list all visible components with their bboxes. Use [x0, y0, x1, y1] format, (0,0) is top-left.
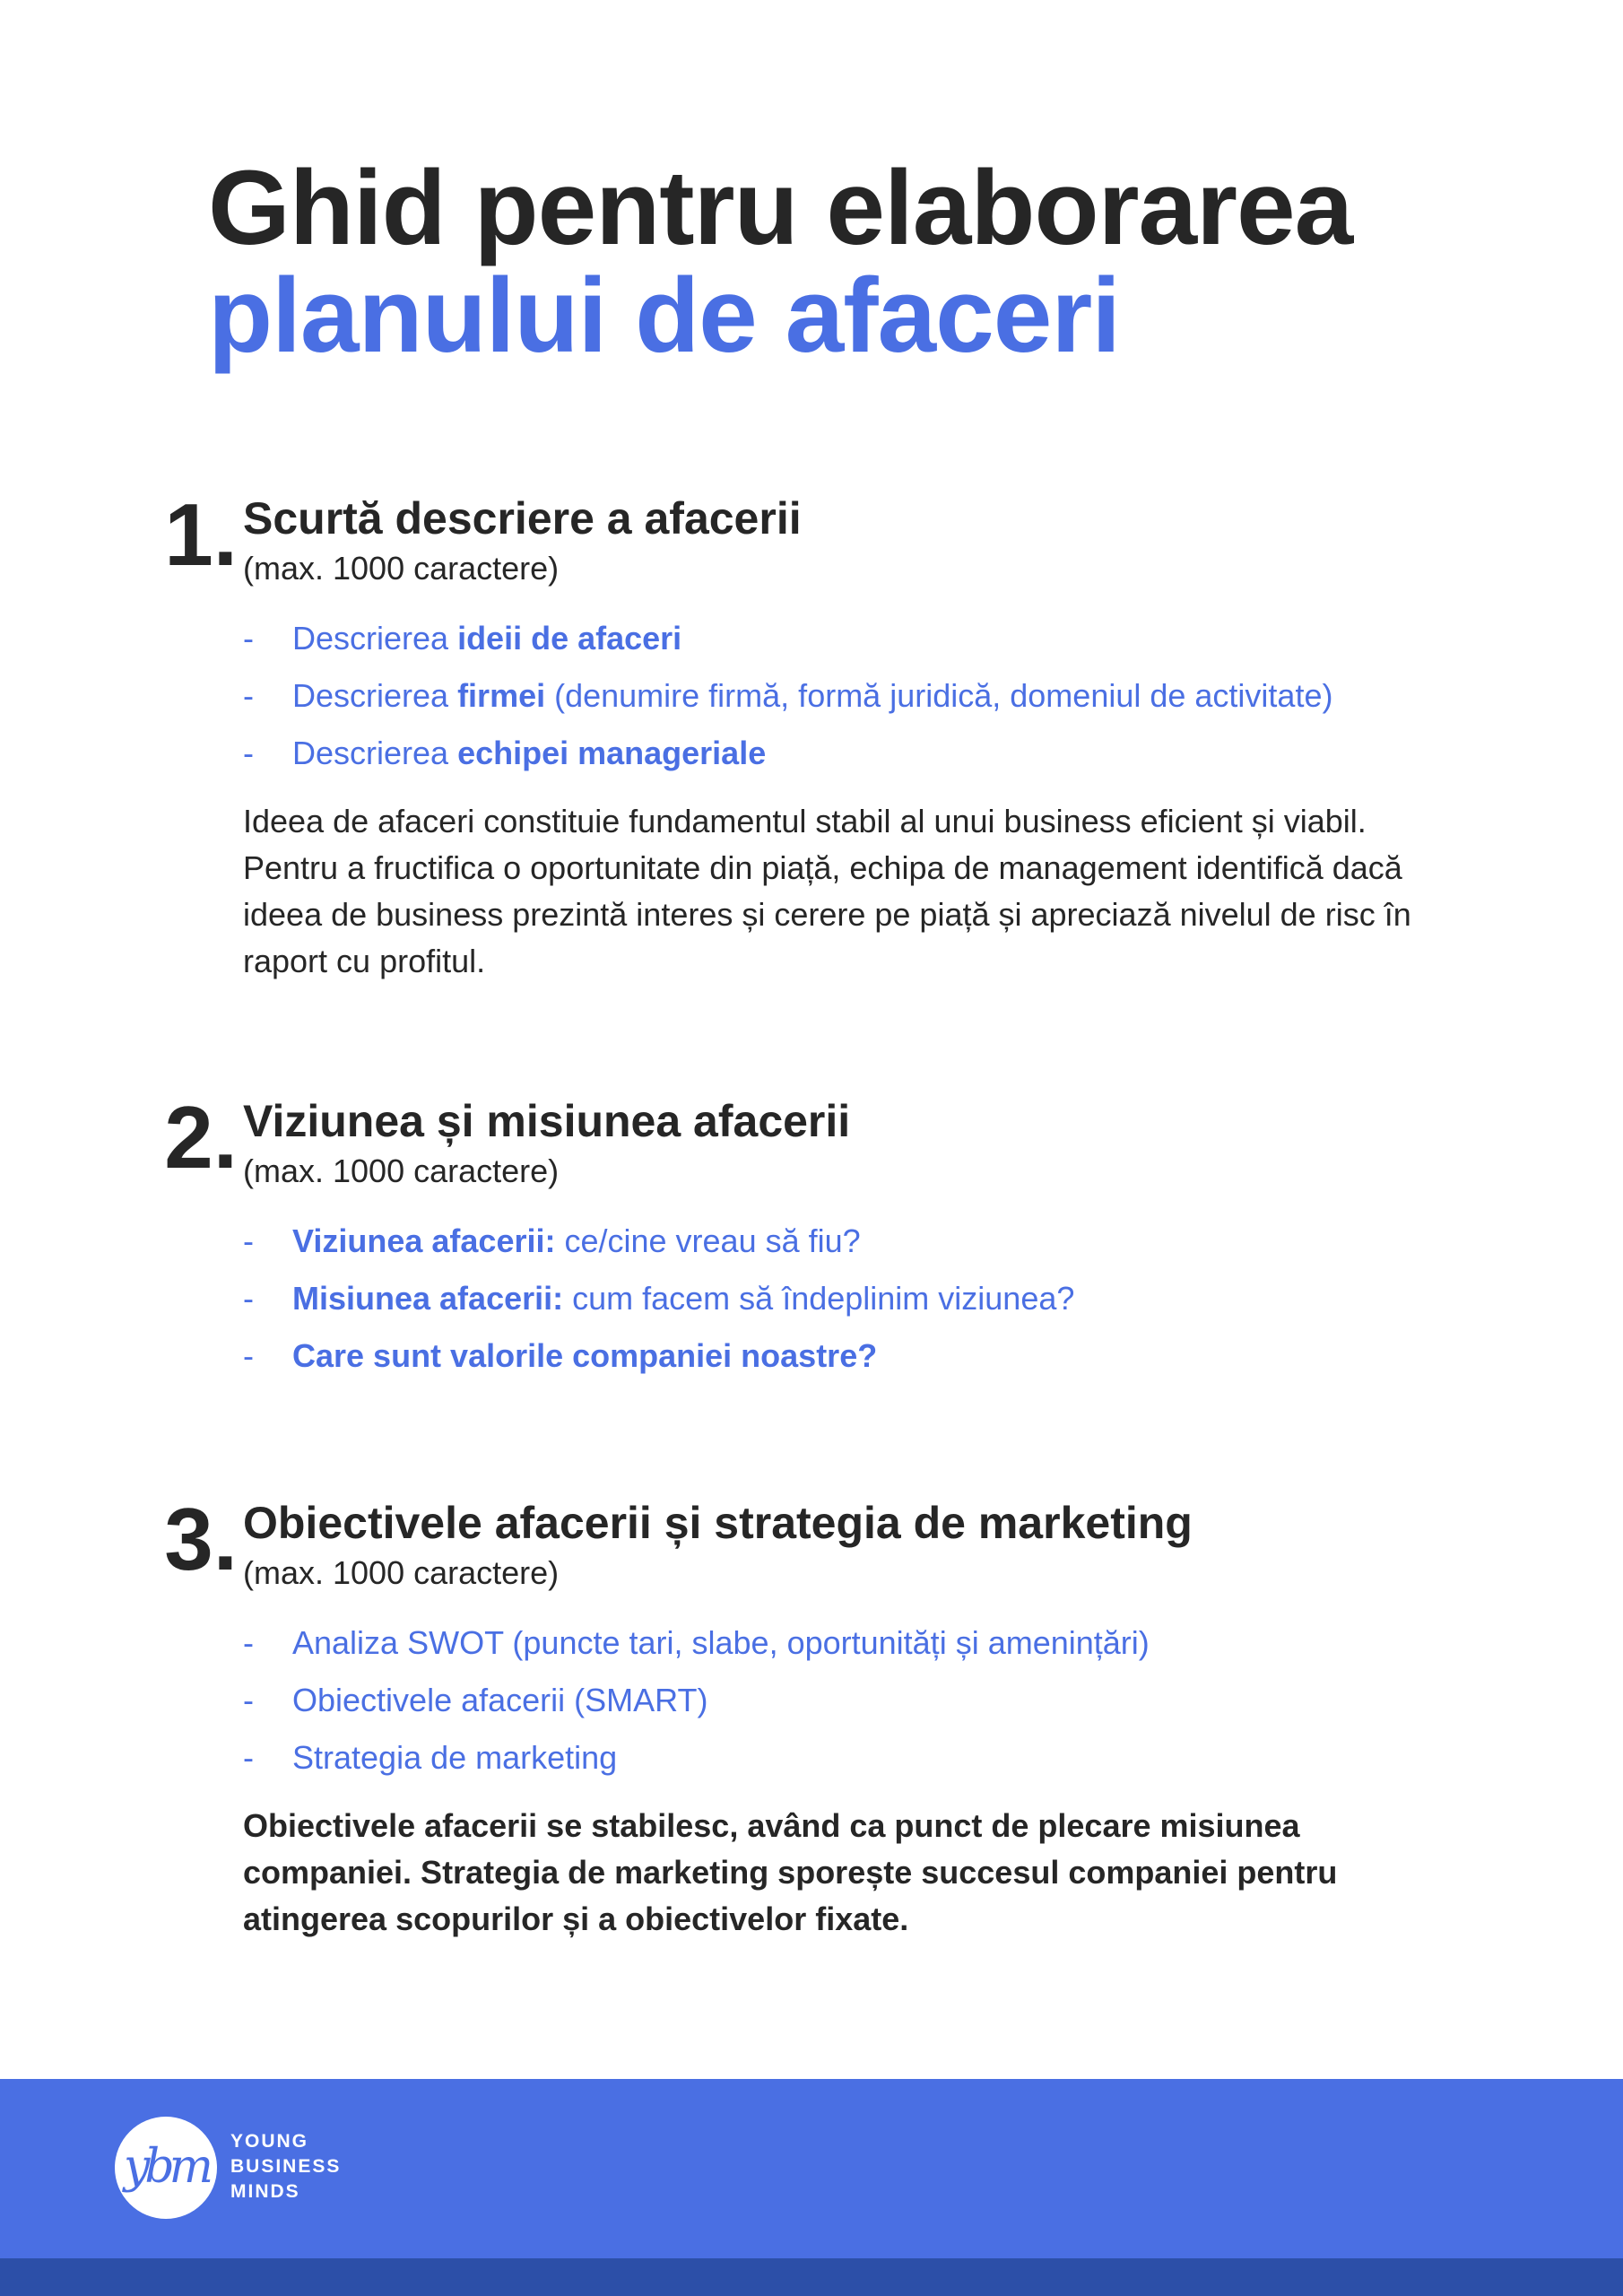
bullet-item: - Strategia de marketing — [243, 1729, 1445, 1787]
bullet-dash: - — [243, 1337, 254, 1374]
bullet-dash: - — [243, 620, 254, 657]
section-subtitle: (max. 1000 caractere) — [243, 550, 560, 587]
bullet-item: - Misiunea afacerii: cum facem să îndeplinim viziunea? — [243, 1270, 1445, 1327]
section-subtitle: (max. 1000 caractere) — [243, 1554, 560, 1591]
page-title — [208, 149, 1353, 375]
bullet-dash: - — [243, 1222, 254, 1259]
bullet-item: - Descrierea ideii de afaceri — [243, 610, 1445, 667]
section-body — [243, 1092, 1445, 1401]
logo-line-business: BUSINESS — [230, 2156, 342, 2177]
section-title: Scurtă descriere a afacerii — [243, 493, 802, 544]
logo-line-minds: MINDS — [230, 2181, 300, 2202]
section-body — [243, 1494, 1445, 1943]
bullet-dash: - — [243, 735, 254, 771]
bullet-dash: - — [243, 1280, 254, 1317]
page-title-line1: Ghid pentru elaborarea — [208, 149, 1353, 267]
section-paragraph: Obiectivele afacerii se stabilesc, având ca punct de plecare misiunea companiei. Strategia de marketing sporește succesul companiei pentru atingerea scopurilor și a obiectivelor fixate. — [243, 1807, 1338, 1937]
bullet-dash: - — [243, 677, 254, 714]
bullet-dash: - — [243, 1624, 254, 1661]
section-subtitle: (max. 1000 caractere) — [243, 1152, 560, 1189]
logo-wordmark — [230, 2129, 341, 2205]
footer-strip — [0, 2258, 1623, 2296]
bullet-list — [243, 1614, 1445, 1787]
logo-line-young: YOUNG — [230, 2131, 309, 2152]
section-number: 2. — [164, 1088, 238, 1187]
section-paragraph: Ideea de afaceri constituie fundamentul stabil al unui business eficient și viabil. Pentru a fructifica o oportunitate din piață, echipa de management identifică dacă ideea de business prezintă interes și cerere pe piață și apreciază nivelul de risc în raport cu profitul. — [243, 803, 1411, 979]
bullet-dash: - — [243, 1739, 254, 1776]
bullet-item: - Analiza SWOT (puncte tari, slabe, oportunități și amenințări) — [243, 1614, 1445, 1672]
bullet-item: - Descrierea firmei (denumire firmă, formă juridică, domeniul de activitate) — [243, 667, 1445, 725]
bullet-list — [243, 1213, 1445, 1385]
bullet-item: - Care sunt valorile companiei noastre? — [243, 1327, 1445, 1385]
bullet-item: - Descrierea echipei manageriale — [243, 725, 1445, 782]
page-title-line2: planului de afaceri — [208, 257, 1121, 375]
section-title: Obiectivele afacerii și strategia de marketing — [243, 1498, 1193, 1548]
bullet-item: - Obiectivele afacerii (SMART) — [243, 1672, 1445, 1729]
section-body — [243, 490, 1445, 985]
section-number: 3. — [164, 1490, 238, 1588]
bullet-dash: - — [243, 1682, 254, 1718]
section-title: Viziunea și misiunea afacerii — [243, 1096, 851, 1146]
ybm-logo-icon: ybm — [115, 2117, 217, 2219]
section-number: 1. — [164, 485, 238, 584]
bullet-item: - Viziunea afacerii: ce/cine vreau să fiu? — [243, 1213, 1445, 1270]
bullet-list — [243, 610, 1445, 782]
